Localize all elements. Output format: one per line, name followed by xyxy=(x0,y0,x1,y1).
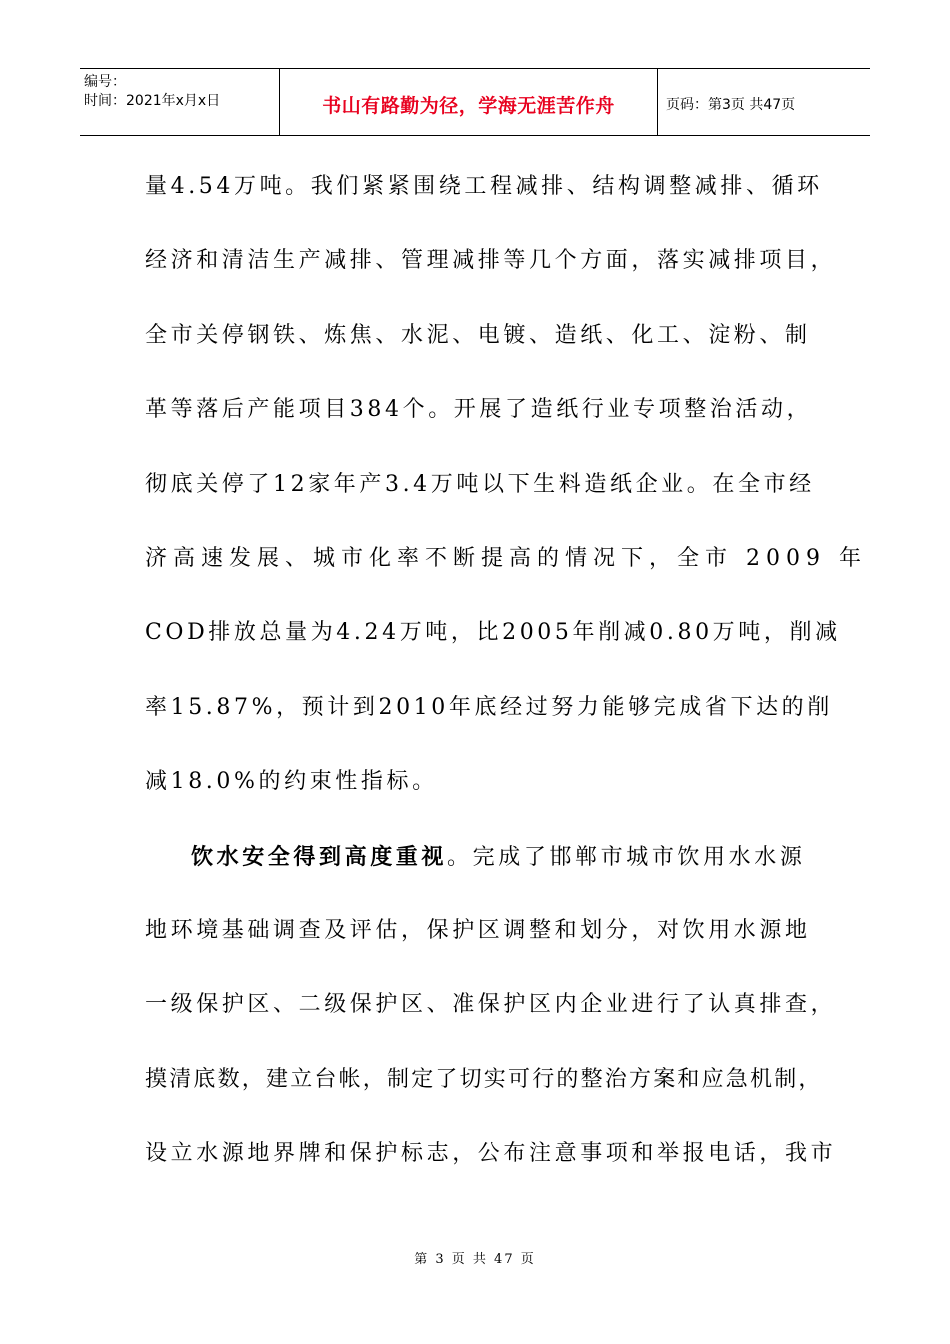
motto-text: 书山有路勤为径，学海无涯苦作舟 xyxy=(322,94,615,117)
body-line: 革等落后产能项目384个。开展了造纸行业专项整治活动， xyxy=(145,397,813,423)
page-info-text: 页码：第3页 共47页 xyxy=(666,97,796,113)
body-line: 减18.0%的约束性指标。 xyxy=(145,769,438,795)
page-footer: 第 3 页 共 47 页 xyxy=(414,1252,536,1267)
page-header xyxy=(80,68,870,136)
body-line: 摸清底数，建立台帐，制定了切实可行的整治方案和应急机制， xyxy=(145,1066,823,1092)
header-motto-cell xyxy=(280,69,658,135)
body-line: 全市关停钢铁、炼焦、水泥、电镀、造纸、化工、淀粉、制 xyxy=(145,322,811,348)
document-body xyxy=(145,150,867,1191)
body-line: 一级保护区、二级保护区、准保护区内企业进行了认真排查， xyxy=(145,992,837,1018)
header-meta xyxy=(80,69,280,135)
paragraph-2-first-rest: 。完成了邯郸市城市饮用水水源 xyxy=(447,844,806,870)
body-line: 彻底关停了12家年产3.4万吨以下生料造纸企业。在全市经 xyxy=(145,471,815,497)
date-label: 时间：2021年x月x日 xyxy=(84,93,221,109)
body-line: 量4.54万吨。我们紧紧围绕工程减排、结构调整减排、循环 xyxy=(145,174,823,199)
paragraph-2-first-line xyxy=(145,820,810,894)
body-line: 地环境基础调查及评估，保护区调整和划分，对饮用水源地 xyxy=(145,917,811,943)
body-line: 设立水源地界牌和保护标志，公布注意事项和举报电话，我市 xyxy=(145,1141,837,1167)
body-line: 率15.87%，预计到2010年底经过努力能够完成省下达的削 xyxy=(145,694,833,720)
serial-number-label: 编号： xyxy=(84,74,126,90)
header-page-info xyxy=(658,69,870,135)
body-line: 济高速发展、城市化率不断提高的情况下，全市 2009 年 xyxy=(145,545,867,571)
body-line: COD排放总量为4.24万吨，比2005年削减0.80万吨，削减 xyxy=(145,620,841,646)
paragraph-heading: 饮水安全得到高度重视 xyxy=(191,843,448,870)
body-line: 经济和清洁生产减排、管理减排等几个方面，落实减排项目， xyxy=(145,248,837,274)
